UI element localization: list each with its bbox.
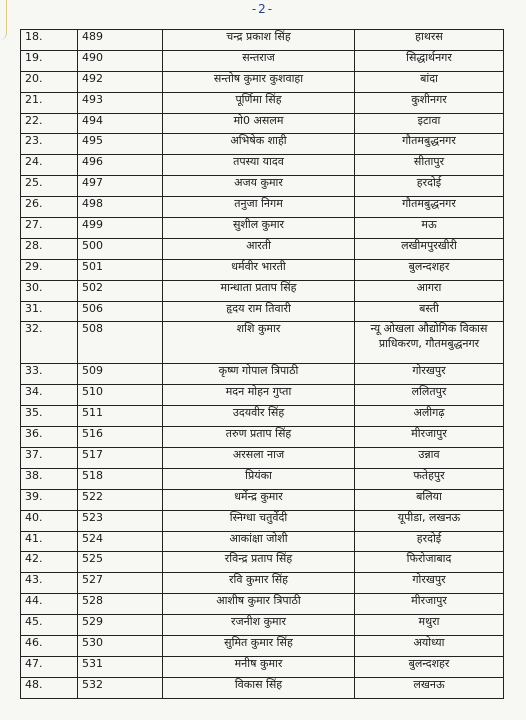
officer-name-cell: धर्मेन्द्र कुमार <box>163 489 355 510</box>
district-cell: इटावा <box>355 113 504 134</box>
serial-number-cell: 42. <box>21 552 78 573</box>
district-cell: आगरा <box>355 280 504 301</box>
officer-name-cell: सन्तराज <box>163 50 355 71</box>
table-row <box>21 677 504 698</box>
serial-number-cell: 34. <box>21 385 78 406</box>
serial-number-cell: 38. <box>21 468 78 489</box>
table-row <box>21 30 504 51</box>
table-row <box>21 92 504 113</box>
roll-number-cell: 531 <box>78 656 163 677</box>
table-row <box>21 71 504 92</box>
roll-number-cell: 511 <box>78 406 163 427</box>
district-cell: गौतमबुद्धनगर <box>355 197 504 218</box>
table-row <box>21 594 504 615</box>
district-cell: बांदा <box>355 71 504 92</box>
officer-name-cell: सुशील कुमार <box>163 218 355 239</box>
district-cell: सीतापुर <box>355 155 504 176</box>
serial-number-cell: 19. <box>21 50 78 71</box>
table-row <box>21 636 504 657</box>
roll-number-cell: 524 <box>78 531 163 552</box>
table-row <box>21 301 504 322</box>
district-cell: गोरखपुर <box>355 573 504 594</box>
roll-number-cell: 532 <box>78 677 163 698</box>
table-row <box>21 406 504 427</box>
roll-number-cell: 508 <box>78 322 163 364</box>
serial-number-cell: 30. <box>21 280 78 301</box>
roll-number-cell: 494 <box>78 113 163 134</box>
roster-table-body <box>21 30 504 699</box>
serial-number-cell: 23. <box>21 134 78 155</box>
officer-name-cell: उदयवीर सिंह <box>163 406 355 427</box>
officer-name-cell: स्निग्धा चतुर्वेदी <box>163 510 355 531</box>
officer-name-cell: मदन मोहन गुप्ता <box>163 385 355 406</box>
serial-number-cell: 25. <box>21 176 78 197</box>
table-row <box>21 176 504 197</box>
roll-number-cell: 530 <box>78 636 163 657</box>
district-cell: मऊ <box>355 218 504 239</box>
officer-name-cell: शशि कुमार <box>163 322 355 364</box>
table-row <box>21 468 504 489</box>
district-cell: सिद्धार्थनगर <box>355 50 504 71</box>
officer-name-cell: अरसला नाज <box>163 448 355 469</box>
roll-number-cell: 501 <box>78 259 163 280</box>
roll-number-cell: 506 <box>78 301 163 322</box>
officer-name-cell: प्रियंका <box>163 468 355 489</box>
roll-number-cell: 516 <box>78 427 163 448</box>
district-cell: हाथरस <box>355 30 504 51</box>
table-row <box>21 448 504 469</box>
serial-number-cell: 33. <box>21 364 78 385</box>
district-cell: अलीगढ़ <box>355 406 504 427</box>
officer-name-cell: अभिषेक शाही <box>163 134 355 155</box>
table-row <box>21 155 504 176</box>
district-cell: गौतमबुद्धनगर <box>355 134 504 155</box>
roll-number-cell: 528 <box>78 594 163 615</box>
officer-name-cell: तपस्या यादव <box>163 155 355 176</box>
officer-name-cell: कृष्ण गोपाल त्रिपाठी <box>163 364 355 385</box>
officer-name-cell: आशीष कुमार त्रिपाठी <box>163 594 355 615</box>
district-cell: बुलन्दशहर <box>355 259 504 280</box>
serial-number-cell: 48. <box>21 677 78 698</box>
serial-number-cell: 18. <box>21 30 78 51</box>
table-row <box>21 197 504 218</box>
serial-number-cell: 37. <box>21 448 78 469</box>
roll-number-cell: 500 <box>78 238 163 259</box>
roll-number-cell: 499 <box>78 218 163 239</box>
officer-name-cell: हृदय राम तिवारी <box>163 301 355 322</box>
district-cell: लखीमपुरखीरी <box>355 238 504 259</box>
roll-number-cell: 502 <box>78 280 163 301</box>
serial-number-cell: 41. <box>21 531 78 552</box>
officer-name-cell: पूर्णिमा सिंह <box>163 92 355 113</box>
district-cell: न्यू ओखला औद्योगिक विकास प्राधिकरण, गौतमबुद्धनगर <box>355 322 504 364</box>
roll-number-cell: 525 <box>78 552 163 573</box>
serial-number-cell: 22. <box>21 113 78 134</box>
officer-name-cell: आरती <box>163 238 355 259</box>
table-row <box>21 322 504 364</box>
serial-number-cell: 31. <box>21 301 78 322</box>
roster-table <box>20 29 504 699</box>
serial-number-cell: 40. <box>21 510 78 531</box>
roll-number-cell: 495 <box>78 134 163 155</box>
roll-number-cell: 492 <box>78 71 163 92</box>
serial-number-cell: 36. <box>21 427 78 448</box>
serial-number-cell: 28. <box>21 238 78 259</box>
serial-number-cell: 43. <box>21 573 78 594</box>
table-row <box>21 489 504 510</box>
officer-name-cell: आकांक्षा जोशी <box>163 531 355 552</box>
serial-number-cell: 44. <box>21 594 78 615</box>
roll-number-cell: 529 <box>78 615 163 636</box>
table-row <box>21 385 504 406</box>
district-cell: कुशीनगर <box>355 92 504 113</box>
district-cell: मीरजापुर <box>355 427 504 448</box>
serial-number-cell: 35. <box>21 406 78 427</box>
district-cell: यूपीडा, लखनऊ <box>355 510 504 531</box>
roll-number-cell: 517 <box>78 448 163 469</box>
officer-name-cell: रजनीश कुमार <box>163 615 355 636</box>
district-cell: लखनऊ <box>355 677 504 698</box>
serial-number-cell: 39. <box>21 489 78 510</box>
district-cell: मथुरा <box>355 615 504 636</box>
table-row <box>21 615 504 636</box>
officer-name-cell: चन्द्र प्रकाश सिंह <box>163 30 355 51</box>
serial-number-cell: 45. <box>21 615 78 636</box>
district-cell: बस्ती <box>355 301 504 322</box>
serial-number-cell: 21. <box>21 92 78 113</box>
district-cell: गोरखपुर <box>355 364 504 385</box>
officer-name-cell: सन्तोष कुमार कुशवाहा <box>163 71 355 92</box>
roll-number-cell: 489 <box>78 30 163 51</box>
table-row <box>21 573 504 594</box>
district-cell: हरदोई <box>355 176 504 197</box>
roll-number-cell: 490 <box>78 50 163 71</box>
officer-name-cell: अजय कुमार <box>163 176 355 197</box>
officer-name-cell: मनीष कुमार <box>163 656 355 677</box>
table-row <box>21 364 504 385</box>
roll-number-cell: 498 <box>78 197 163 218</box>
roll-number-cell: 493 <box>78 92 163 113</box>
district-cell: बुलन्दशहर <box>355 656 504 677</box>
officer-name-cell: मान्धाता प्रताप सिंह <box>163 280 355 301</box>
roll-number-cell: 496 <box>78 155 163 176</box>
district-cell: उन्नाव <box>355 448 504 469</box>
district-cell: मीरजापुर <box>355 594 504 615</box>
officer-name-cell: सुमित कुमार सिंह <box>163 636 355 657</box>
page-number: -2- <box>251 2 275 16</box>
officer-name-cell: तरुण प्रताप सिंह <box>163 427 355 448</box>
roll-number-cell: 522 <box>78 489 163 510</box>
roll-number-cell: 509 <box>78 364 163 385</box>
table-row <box>21 531 504 552</box>
table-row <box>21 218 504 239</box>
district-cell: ललितपुर <box>355 385 504 406</box>
table-row <box>21 259 504 280</box>
officer-name-cell: तनुजा निगम <box>163 197 355 218</box>
table-row <box>21 656 504 677</box>
district-cell: हरदोई <box>355 531 504 552</box>
roll-number-cell: 510 <box>78 385 163 406</box>
serial-number-cell: 29. <box>21 259 78 280</box>
table-row <box>21 427 504 448</box>
table-row <box>21 50 504 71</box>
serial-number-cell: 26. <box>21 197 78 218</box>
serial-number-cell: 20. <box>21 71 78 92</box>
district-cell: अयोध्या <box>355 636 504 657</box>
table-row <box>21 552 504 573</box>
table-row <box>21 113 504 134</box>
serial-number-cell: 32. <box>21 322 78 364</box>
district-cell: बलिया <box>355 489 504 510</box>
table-row <box>21 134 504 155</box>
serial-number-cell: 27. <box>21 218 78 239</box>
roll-number-cell: 497 <box>78 176 163 197</box>
officer-name-cell: रवि कुमार सिंह <box>163 573 355 594</box>
district-cell: फतेहपुर <box>355 468 504 489</box>
officer-name-cell: रविन्द्र प्रताप सिंह <box>163 552 355 573</box>
table-row <box>21 280 504 301</box>
roll-number-cell: 527 <box>78 573 163 594</box>
officer-name-cell: विकास सिंह <box>163 677 355 698</box>
roll-number-cell: 518 <box>78 468 163 489</box>
table-row <box>21 238 504 259</box>
district-cell: फिरोजाबाद <box>355 552 504 573</box>
table-row <box>21 510 504 531</box>
roll-number-cell: 523 <box>78 510 163 531</box>
serial-number-cell: 46. <box>21 636 78 657</box>
serial-number-cell: 47. <box>21 656 78 677</box>
officer-name-cell: धर्मवीर भारती <box>163 259 355 280</box>
officer-name-cell: मो0 असलम <box>163 113 355 134</box>
serial-number-cell: 24. <box>21 155 78 176</box>
